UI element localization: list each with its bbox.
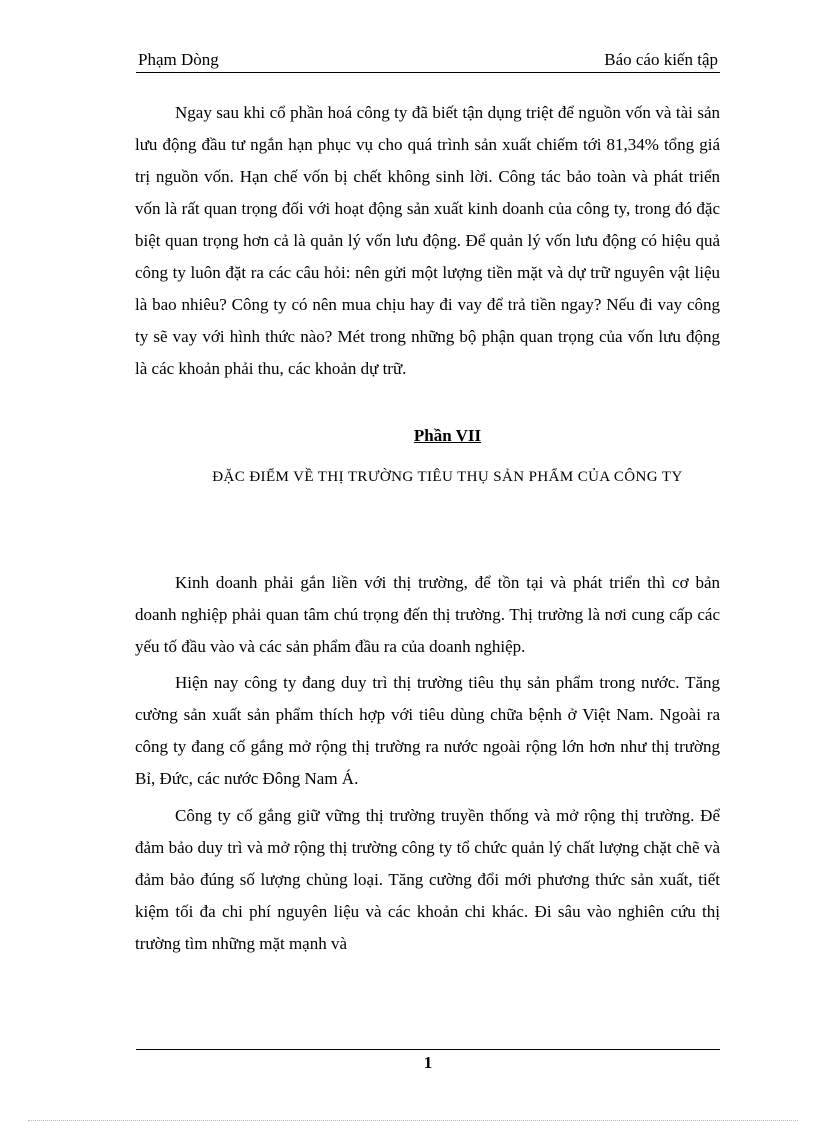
header-document-title: Báo cáo kiến tập bbox=[604, 50, 718, 69]
paragraph-text: Công ty cố gắng giữ vững thị trường truyền thống và mở rộng thị trường. Để đảm bảo duy trì và mở rộng thị trường công ty tổ chức quản lý chất lượng chặt chẽ và đảm bảo đúng số lượng chủng loại. Tăng cường đổi mới phương thức sản xuất, tiết kiệm tối đa chi phí nguyên liệu và các khoản chi khác. Đi sâu vào nghiên cứu thị trường tìm những mặt mạnh và bbox=[135, 806, 720, 953]
body-paragraph-4 bbox=[135, 800, 720, 960]
paragraph-text: Hiện nay công ty đang duy trì thị trường tiêu thụ sản phẩm trong nước. Tăng cường sản xuất sản phẩm thích hợp với tiêu dùng chữa bệnh ở Việt Nam. Ngoài ra công ty đang cố gắng mở rộng thị trường ra nước ngoài rộng lớn hơn như thị trường Bỉ, Đức, các nước Đông Nam Á. bbox=[135, 673, 720, 788]
page-edge-divider bbox=[28, 1120, 798, 1121]
header-author: Phạm Dòng bbox=[138, 50, 219, 69]
footer-rule bbox=[136, 1049, 720, 1050]
page-number: 1 bbox=[423, 1053, 433, 1072]
body-paragraph-1 bbox=[135, 97, 720, 385]
body-paragraph-2 bbox=[135, 567, 720, 663]
section-subtitle: ĐẶC ĐIỂM VỀ THỊ TRƯỜNG TIÊU THỤ SẢN PHẨM CỦA CÔNG TY bbox=[212, 469, 683, 485]
paragraph-text: Kinh doanh phải gắn liền với thị trường, để tồn tại và phát triển thì cơ bản doanh nghiệp phải quan tâm chú trọng đến thị trường. Thị trường là nơi cung cấp các yếu tố đầu vào và các sản phẩm đầu ra của doanh nghiệp. bbox=[135, 573, 720, 656]
page-header bbox=[136, 50, 720, 73]
section-title: Phần VII bbox=[413, 426, 482, 445]
body-paragraph-3 bbox=[135, 667, 720, 795]
paragraph-text: Ngay sau khi cổ phần hoá công ty đã biết tận dụng triệt để nguồn vốn và tài sản lưu động đầu tư ngắn hạn phục vụ cho quá trình sản xuất chiếm tới 81,34% tổng giá trị nguồn vốn. Hạn chế vốn bị chết không sinh lời. Công tác bảo toàn và phát triển vốn là rất quan trọng đối với hoạt động sản xuất kinh doanh của công ty, trong đó đặc biệt quan trọng hơn cả là quản lý vốn lưu động. Để quản lý vốn lưu động có hiệu quả công ty luôn đặt ra các câu hỏi: nên gửi một lượng tiền mặt và dự trữ nguyên vật liệu là bao nhiêu? Công ty có nên mua chịu hay đi vay để trả tiền ngay? Nếu đi vay công ty sẽ vay với hình thức nào? Mét trong những bộ phận quan trọng của vốn lưu động là các khoản phải thu, các khoản dự trữ. bbox=[135, 103, 720, 378]
